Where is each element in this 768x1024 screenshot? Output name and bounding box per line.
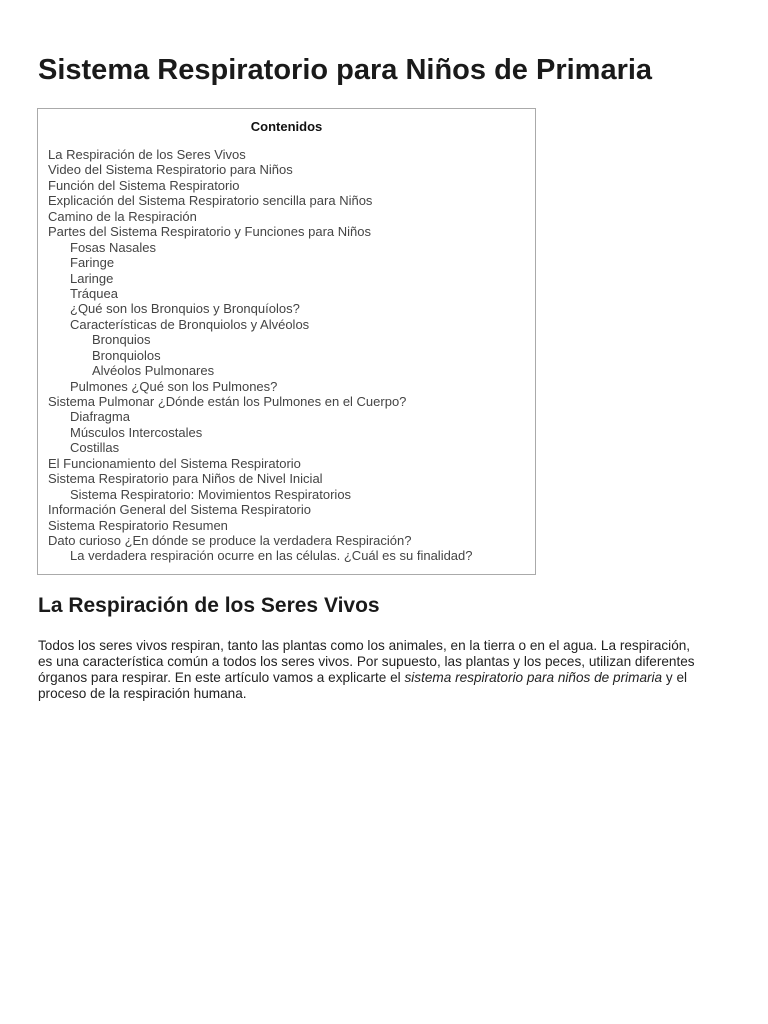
- intro-emphasis: sistema respiratorio para niños de primaria: [404, 670, 663, 685]
- toc-link[interactable]: Función del Sistema Respiratorio: [48, 177, 240, 193]
- toc-link[interactable]: Dato curioso ¿En dónde se produce la verdadera Respiración?: [48, 532, 412, 548]
- toc-link[interactable]: ¿Qué son los Bronquios y Bronquíolos?: [70, 301, 300, 317]
- toc-link[interactable]: Sistema Pulmonar ¿Dónde están los Pulmones en el Cuerpo?: [48, 394, 407, 409]
- toc-link[interactable]: Bronquios: [92, 332, 151, 348]
- toc-link[interactable]: Bronquiolos: [92, 347, 161, 363]
- toc-link[interactable]: Camino de la Respiración: [48, 208, 197, 224]
- toc-link[interactable]: Fosas Nasales: [70, 239, 156, 255]
- page-title: Sistema Respiratorio para Niños de Primaria: [38, 54, 653, 86]
- toc-link[interactable]: Pulmones ¿Qué son los Pulmones?: [70, 378, 278, 394]
- toc-link[interactable]: Costillas: [70, 440, 120, 456]
- toc-link[interactable]: Sistema Respiratorio: Movimientos Respiratorios: [70, 486, 352, 502]
- toc-link[interactable]: Partes del Sistema Respiratorio y Funciones para Niños: [48, 224, 371, 240]
- intro-text-after: y el proceso de la respiración humana.: [38, 670, 688, 701]
- toc-link[interactable]: Tráquea: [70, 285, 118, 301]
- toc-link[interactable]: Información General del Sistema Respiratorio: [48, 502, 312, 518]
- toc-link[interactable]: El Funcionamiento del Sistema Respiratorio: [48, 455, 301, 471]
- section-heading: La Respiración de los Seres Vivos: [38, 594, 380, 617]
- toc-link[interactable]: Diafragma: [70, 409, 130, 425]
- table-of-contents: [37, 108, 536, 575]
- toc-link[interactable]: La verdadera respiración ocurre en las células. ¿Cuál es su finalidad?: [70, 548, 473, 564]
- toc-heading: Contenidos: [250, 119, 323, 134]
- toc-link[interactable]: Músculos Intercostales: [70, 424, 203, 440]
- toc-link[interactable]: Sistema Respiratorio para Niños de Nivel Inicial: [48, 471, 323, 487]
- toc-link[interactable]: Laringe: [70, 270, 114, 286]
- toc-link[interactable]: Características de Bronquiolos y Alvéolos: [70, 316, 310, 332]
- toc-link[interactable]: Sistema Respiratorio Resumen: [48, 517, 228, 533]
- toc-link[interactable]: Faringe: [70, 255, 115, 271]
- toc-link[interactable]: Explicación del Sistema Respiratorio sencilla para Niños: [48, 193, 373, 209]
- toc-link[interactable]: Alvéolos Pulmonares: [92, 363, 215, 379]
- intro-text-before: Todos los seres vivos respiran, tanto las plantas como los animales, en la tierra o en el agua. La respiración, es una característica común a todos los seres vivos. Por supuesto, las plantas y los peces, utilizan diferentes órganos para respirar. En este artículo vamos a explicarte el: [38, 638, 695, 685]
- toc-list: [48, 147, 473, 564]
- toc-link[interactable]: La Respiración de los Seres Vivos: [48, 147, 246, 162]
- toc-link[interactable]: Video del Sistema Respiratorio para Niños: [48, 162, 293, 178]
- intro-paragraph: [38, 638, 700, 702]
